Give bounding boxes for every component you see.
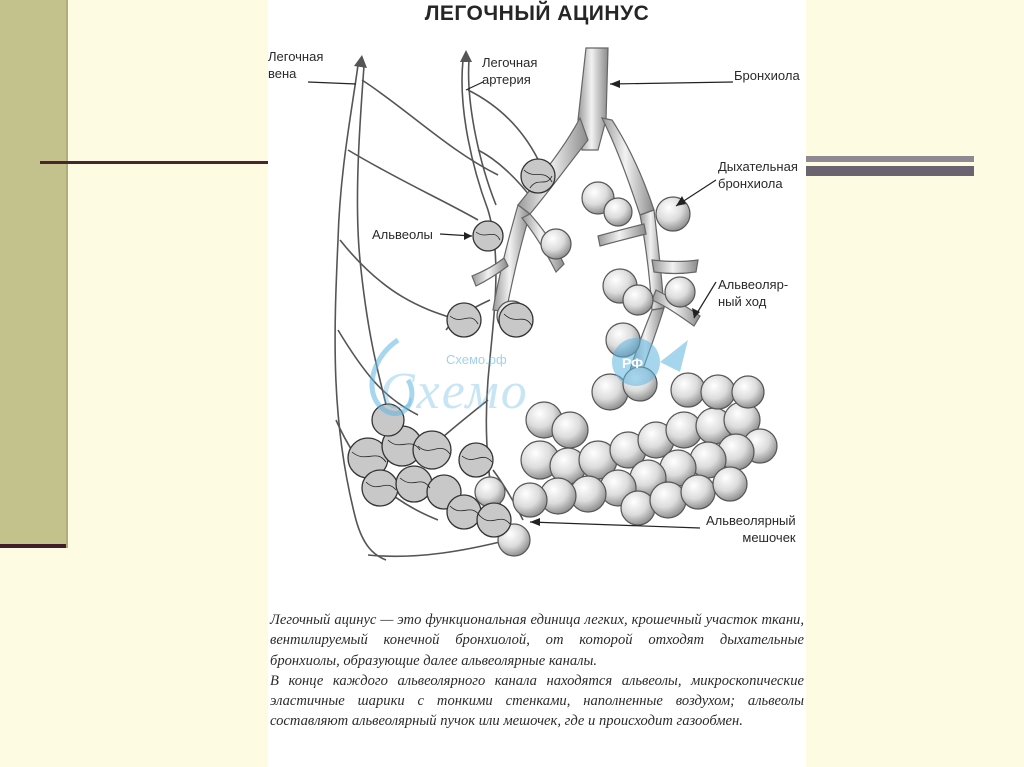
slide-rule-right-top [806, 156, 974, 162]
watermark-site: Схемо.рф [446, 352, 507, 367]
label-sac-line2: мешочек [742, 530, 796, 545]
diagram-panel [268, 0, 806, 767]
artery-arrow-icon [460, 50, 472, 62]
label-pulmonary-vein [268, 48, 323, 82]
watermark-brand: Схемо [380, 363, 529, 420]
label-vein-line1: Легочная [268, 49, 324, 64]
caption-text [270, 610, 804, 732]
slide-rule-bottom-left [0, 544, 66, 548]
watermark-badge: РФ [622, 355, 644, 371]
label-duct-line2: ный ход [718, 294, 767, 309]
slide-side-bar [0, 0, 68, 548]
label-alveoli: Альвеолы [372, 227, 433, 242]
caption-paragraph-2: В конце каждого альвеолярного канала находятся альвеолы, микроскопические эластичные шарики с тонкими стенками, наполненные воздухом; альвеолы составляют альвеолярный пучок или мешочек, где и происходит газообмен. [270, 672, 804, 730]
label-artery-line2: артерия [482, 72, 531, 87]
label-duct-line1: Альвеоляр- [718, 277, 789, 292]
label-alveolar-duct [718, 276, 788, 310]
caption-paragraph-1: Легочный ацинус — это функциональная единица легких, крошечный участок ткани, вентилируемый конечной бронхиолой, от которой отходят дыхательные бронхиолы, образующие далее альвеолярные каналы. [270, 612, 804, 669]
label-sac-line1: Альвеолярный [706, 513, 796, 528]
vein-arrow-icon [354, 55, 367, 68]
label-resp-line1: Дыхательная [718, 159, 798, 174]
label-artery-line1: Легочная [482, 55, 538, 70]
label-alveolar-sac [706, 512, 796, 546]
slide-rule-right-bottom [806, 166, 974, 176]
label-pulmonary-artery [482, 54, 537, 88]
label-vein-line2: вена [268, 66, 297, 81]
diagram-title: ЛЕГОЧНЫЙ АЦИНУС [424, 2, 650, 25]
label-respiratory-bronchiole [718, 158, 798, 192]
label-resp-line2: бронхиола [718, 176, 783, 191]
slide-rule-left [40, 161, 272, 164]
label-bronchiole: Бронхиола [734, 68, 800, 83]
